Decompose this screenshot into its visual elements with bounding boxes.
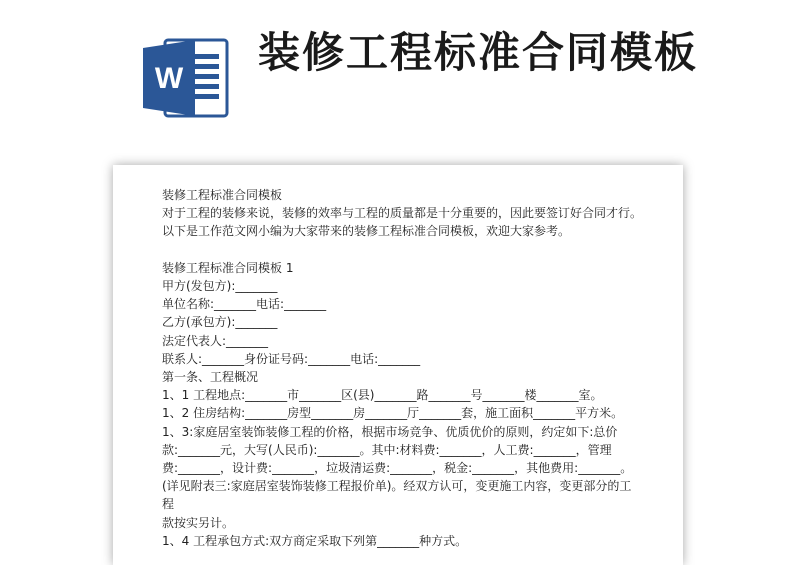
doc-line: 甲方(发包方):_______ — [162, 279, 278, 293]
doc-line: 费:_______，设计费:_______，垃圾清运费:_______，税金:_______，其他费用:_______。 — [162, 461, 633, 476]
doc-line: 第一条、工程概况 — [162, 370, 259, 385]
document-body — [162, 186, 642, 550]
doc-line: 单位名称:_______电话:_______ — [162, 297, 327, 312]
doc-line: 1、2 住房结构:_______房型_______房_______厅_______套，施工面积_______平方米。 — [162, 406, 624, 421]
header-banner — [0, 0, 800, 160]
doc-line: 款:_______元，大写(人民币):_______。其中:材料费:_______，人工费:_______，管理 — [162, 442, 612, 457]
word-document-icon — [143, 38, 229, 118]
doc-line: 联系人:_______身份证号码:_______电话:_______ — [162, 351, 421, 366]
doc-line: 装修工程标准合同模板 1 — [162, 260, 294, 275]
svg-text:W: W — [154, 62, 184, 95]
doc-line: 乙方(承包方):_______ — [162, 315, 278, 330]
doc-line: 以下是工作范文网小编为大家带来的装修工程标准合同模板，欢迎大家参考。 — [162, 224, 571, 239]
doc-line: 法定代表人:_______ — [162, 333, 269, 348]
doc-line: 1、4 工程承包方式:双方商定采取下列第_______种方式。 — [162, 533, 468, 548]
doc-line: 1、3:家庭居室装饰装修工程的价格，根据市场竞争、优质优价的原则，约定如下:总价 — [162, 424, 618, 439]
doc-blank-line — [162, 241, 642, 259]
page-title: 装修工程标准合同模板 — [258, 28, 699, 77]
doc-line: 对于工程的装修来说，装修的效率与工程的质量都是十分重要的，因此要签订好合同才行。 — [162, 206, 643, 221]
doc-line: 1、1 工程地点:_______市_______区(县)_______路_______号_______楼_______室。 — [162, 388, 603, 403]
doc-line: (详见附表三:家庭居室装饰装修工程报价单)。经双方认可，变更施工内容，变更部分的工程 — [162, 479, 632, 512]
doc-line: 款按实另计。 — [162, 515, 235, 530]
doc-line: 装修工程标准合同模板 — [162, 188, 283, 202]
